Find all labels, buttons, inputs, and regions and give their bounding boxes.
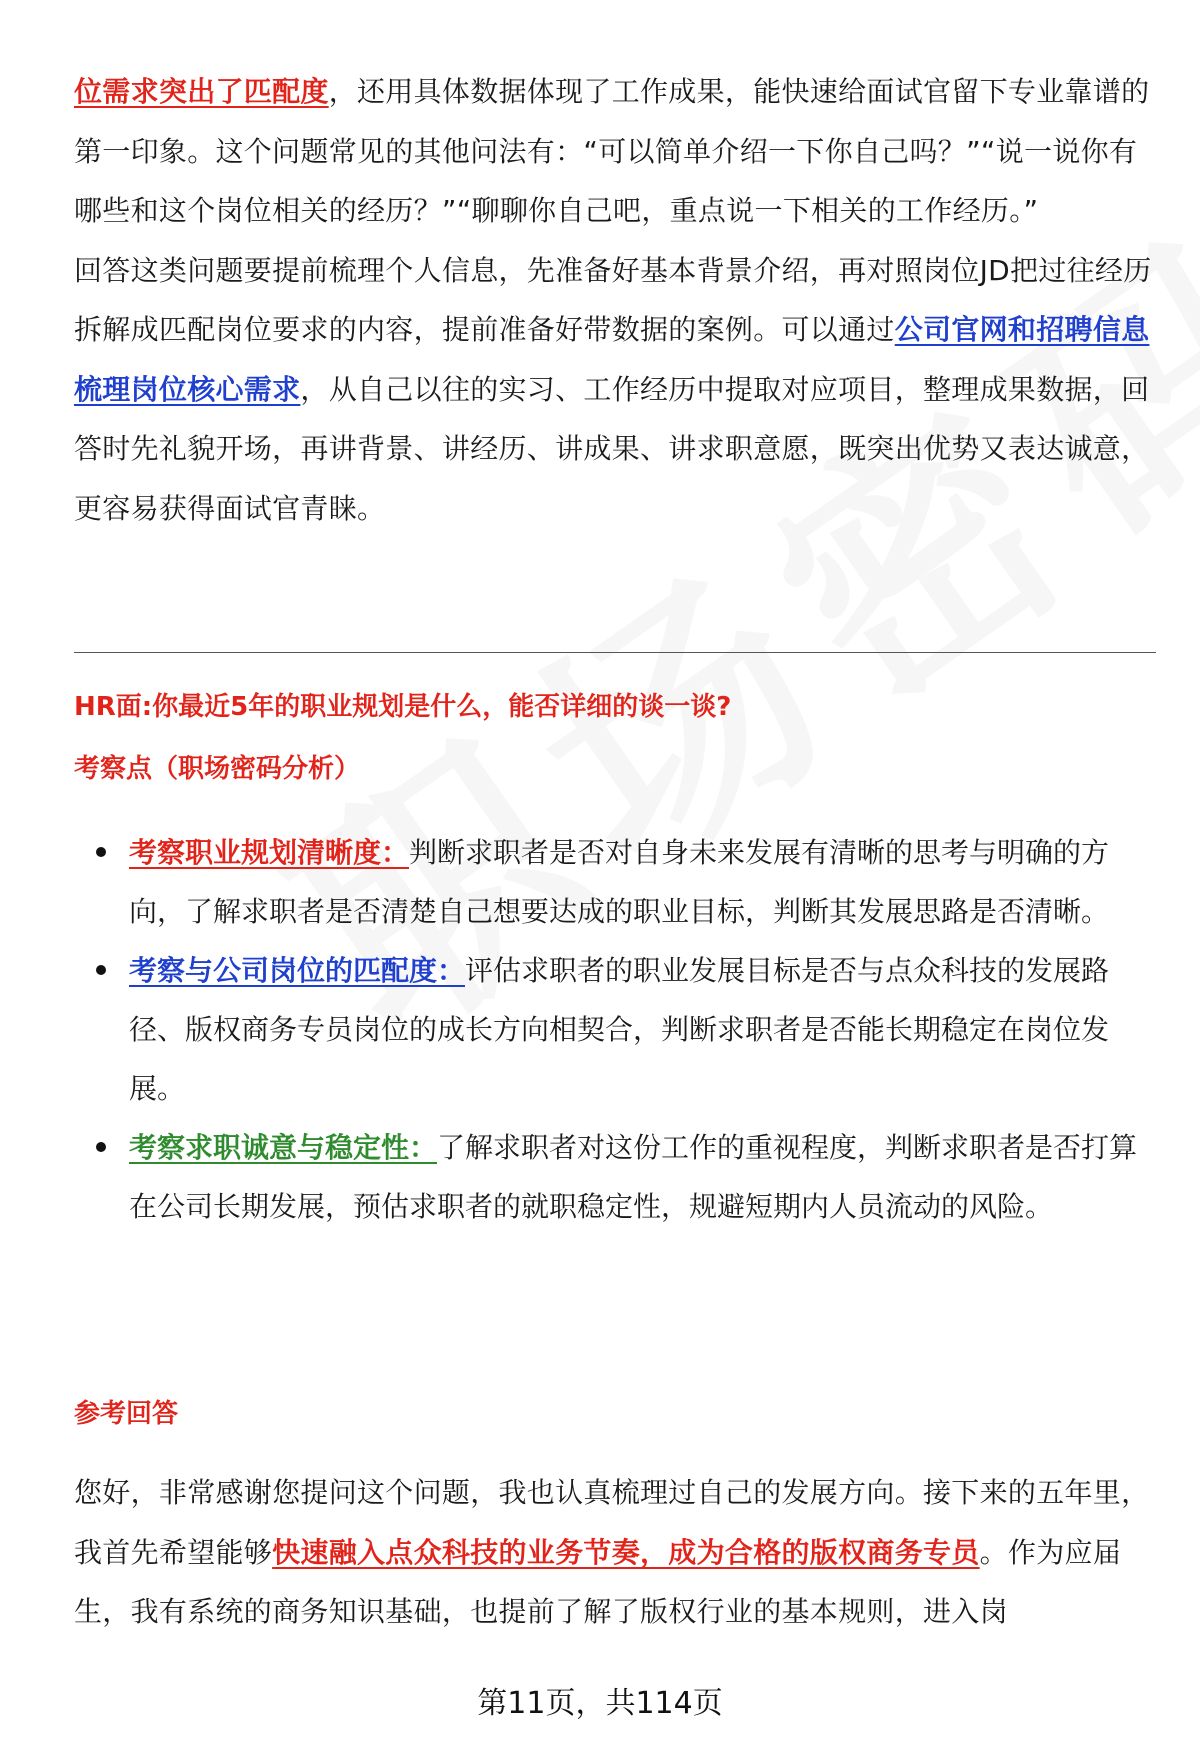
- highlight-text: 位需求突出了匹配度: [74, 75, 329, 108]
- paragraph-text: 。作为应届生，我有系统的商务知识基础，也提前了解了版权行业的基本规则，进入岗: [74, 1535, 1122, 1628]
- paragraph-text: ，还用具体数据体现了工作成果，能快速给面试官留下专业靠谱的第一印象。这个问题常见的其他问法有：“可以简单介绍一下你自己吗？”“说一说你有哪些和这个岗位相关的经历？”“聊聊你自己吧，重点说一下相关的工作经历。”: [74, 75, 1150, 227]
- bullet-label: 考察与公司岗位的匹配度：: [129, 954, 466, 987]
- intro-paragraph-1: [74, 62, 1154, 241]
- bullet-text: 了解求职者对这份工作的重视程度，判断求职者是否打算在公司长期发展，预估求职者的就职稳定性，规避短期内人员流动的风险。: [129, 1131, 1138, 1223]
- answer-section: [74, 1463, 1156, 1642]
- intro-section: [74, 62, 1154, 538]
- answer-paragraph: [74, 1463, 1156, 1642]
- list-item: [74, 823, 1156, 941]
- page-number: 第11页，共114页: [477, 1686, 723, 1721]
- highlight-text: 快速融入点众科技的业务节奏，成为合格的版权商务专员: [272, 1535, 980, 1569]
- bullet-icon: [96, 847, 106, 857]
- section-divider: [74, 652, 1156, 653]
- bullet-label: 考察求职诚意与稳定性：: [129, 1131, 438, 1164]
- intro-paragraph-2: [74, 241, 1154, 539]
- highlight-text: 公司官网和招聘信息梳理岗位核心需求: [74, 313, 1150, 406]
- bullet-icon: [96, 1142, 106, 1152]
- list-item: [74, 941, 1156, 1118]
- paragraph-text: 回答这类问题要提前梳理个人信息，先准备好基本背景介绍，再对照岗位JD把过往经历拆解成匹配岗位要求的内容，提前准备好带数据的案例。可以通过: [74, 253, 1152, 346]
- list-item: [74, 1118, 1156, 1236]
- answer-heading: 参考回答: [74, 1399, 179, 1429]
- bullet-icon: [96, 965, 106, 975]
- assess-heading: 考察点（职场密码分析）: [74, 754, 361, 784]
- paragraph-text: ，从自己以往的实习、工作经历中提取对应项目，整理成果数据，回答时先礼貌开场，再讲背景、讲经历、讲成果、讲求职意愿，既突出优势又表达诚意，更容易获得面试官青睐。: [74, 372, 1150, 525]
- assess-list: [74, 823, 1156, 1236]
- bullet-label: 考察职业规划清晰度：: [129, 836, 410, 869]
- bullet-text: 判断求职者是否对自身未来发展有清晰的思考与明确的方向，了解求职者是否清楚自己想要达成的职业目标，判断其发展思路是否清晰。: [129, 836, 1110, 928]
- bullet-text: 评估求职者的职业发展目标是否与点众科技的发展路径、版权商务专员岗位的成长方向相契合，判断求职者是否能长期稳定在岗位发展。: [129, 954, 1110, 1105]
- paragraph-text: 您好，非常感谢您提问这个问题，我也认真梳理过自己的发展方向。接下来的五年里，我首先希望能够: [74, 1476, 1150, 1569]
- question-heading: HR面:你最近5年的职业规划是什么，能否详细的谈一谈?: [74, 692, 732, 722]
